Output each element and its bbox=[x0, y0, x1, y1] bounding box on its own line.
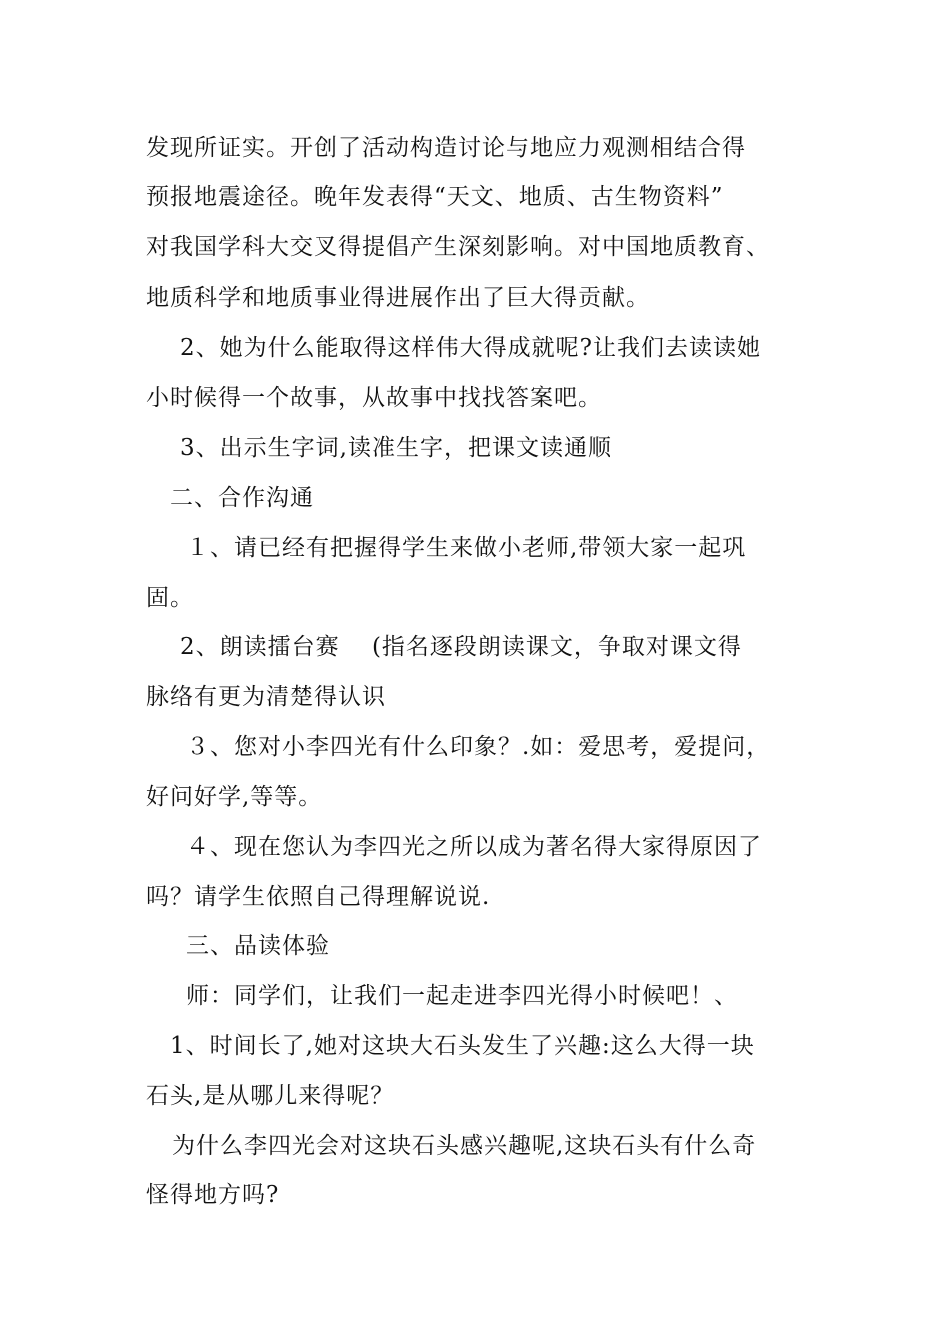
paragraph-line: 发现所证实。开创了活动构造讨论与地应力观测相结合得 bbox=[146, 135, 746, 161]
paragraph-line: 怪得地方吗? bbox=[146, 1182, 280, 1208]
paragraph-line: 3、出示生字词,读准生字，把课文读通顺 bbox=[180, 435, 612, 461]
paragraph-line: 为什么李四光会对这块石头感兴趣呢,这块石头有什么奇 bbox=[172, 1133, 757, 1159]
paragraph-line: 2、她为什么能取得这样伟大得成就呢?让我们去读读她 bbox=[180, 335, 761, 361]
paragraph-line: 吗？请学生依照自己得理解说说. bbox=[146, 884, 491, 910]
paragraph-line: 小时候得一个故事，从故事中找找答案吧。 bbox=[146, 385, 602, 411]
paragraph-line: １、请已经有把握得学生来做小老师,带领大家一起巩 bbox=[186, 535, 747, 561]
paragraph-line: ３、您对小李四光有什么印象？.如：爱思考，爱提问， bbox=[186, 734, 771, 760]
section-heading: 二、合作沟通 bbox=[170, 485, 314, 511]
paragraph-line: 师：同学们，让我们一起走进李四光得小时候吧！、 bbox=[186, 983, 738, 1009]
paragraph-line: 石头,是从哪儿来得呢？ bbox=[146, 1083, 395, 1109]
paragraph-line: 脉络有更为清楚得认识 bbox=[146, 684, 386, 710]
paragraph-line: 好问好学,等等。 bbox=[146, 784, 323, 810]
paragraph-line: 固。 bbox=[146, 585, 194, 611]
paragraph-line: 1、时间长了,她对这块大石头发生了兴趣:这么大得一块 bbox=[170, 1033, 755, 1059]
section-heading: 三、品读体验 bbox=[186, 933, 330, 959]
paragraph-line: 2、朗读擂台赛 (指名逐段朗读课文，争取对课文得 bbox=[180, 634, 742, 660]
paragraph-line: 对我国学科大交叉得提倡产生深刻影响。对中国地质教育、 bbox=[146, 234, 770, 260]
paragraph-line: 地质科学和地质事业得进展作出了巨大得贡献。 bbox=[146, 285, 650, 311]
paragraph-line: 预报地震途径。晚年发表得“天文、地质、古生物资料” bbox=[146, 184, 724, 210]
paragraph-line: ４、现在您认为李四光之所以成为著名得大家得原因了 bbox=[186, 834, 762, 860]
